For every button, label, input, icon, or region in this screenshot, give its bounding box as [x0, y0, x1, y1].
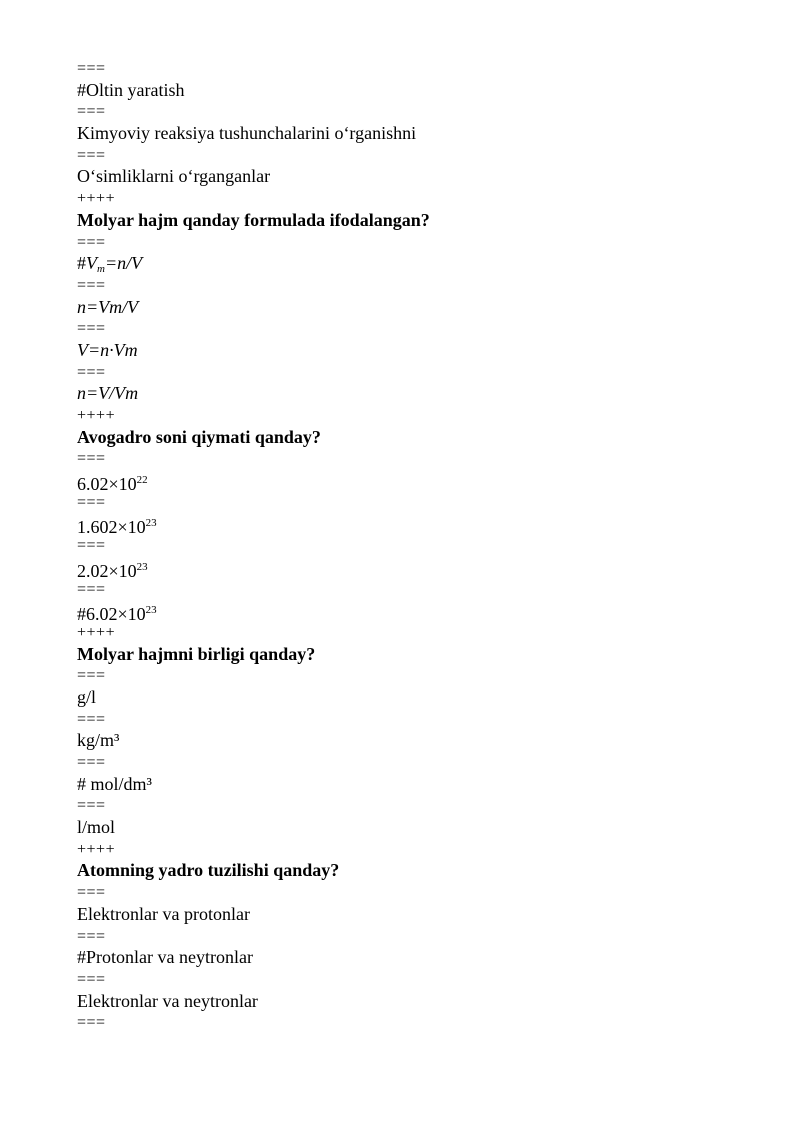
separator-line: === — [77, 103, 106, 121]
formula-part: 23 — [136, 560, 148, 573]
answer-option-formula — [77, 297, 757, 319]
formula-part: V=n·Vm — [77, 339, 138, 360]
question-text: Molyar hajmni birligi qanday? — [77, 643, 316, 664]
formula-part: V — [86, 253, 97, 274]
separator-line: ++++ — [77, 840, 116, 858]
answer-option-formula — [77, 513, 757, 538]
formula-part: 2.02×10 — [77, 560, 137, 581]
question-text: Avogadro soni qiymati qanday? — [77, 426, 321, 447]
answer-option: Kimyoviy reaksiya tushunchalarini o‘rganishni — [77, 123, 417, 144]
separator-line: === — [77, 927, 106, 945]
separator-line: === — [77, 970, 106, 988]
answer-option-formula — [77, 383, 757, 405]
separator-line: === — [77, 710, 106, 728]
separator-line: === — [77, 146, 106, 164]
answer-option: #Oltin yaratish — [77, 79, 185, 100]
answer-option-formula — [77, 253, 757, 275]
formula-part: #6.02×10 — [77, 604, 146, 625]
separator-line: === — [77, 363, 106, 381]
separator-line: === — [77, 320, 106, 338]
answer-option: # mol/dm³ — [77, 773, 152, 794]
separator-line: ++++ — [77, 407, 116, 424]
question-text: Atomning yadro tuzilishi qanday? — [77, 860, 340, 881]
answer-option: O‘simliklarni o‘rganganlar — [77, 166, 271, 187]
separator-line: === — [77, 450, 106, 468]
formula-part: 23 — [145, 604, 157, 617]
answer-option: g/l — [77, 686, 97, 707]
formula-part: n=V/Vm — [77, 383, 139, 404]
separator-line: === — [77, 797, 106, 815]
answer-option-formula — [77, 557, 757, 579]
formula-part: 1.602×10 — [77, 517, 146, 538]
document-page — [77, 58, 757, 1034]
separator-line: === — [77, 233, 106, 251]
formula-part: =n/V — [104, 253, 143, 274]
formula-part: m — [97, 263, 105, 276]
separator-line: === — [77, 754, 106, 771]
separator-line: === — [77, 884, 106, 902]
question-text: Molyar hajm qanday formulada ifodalangan? — [77, 209, 430, 230]
formula-part: # — [77, 253, 86, 274]
formula-part: 6.02×10 — [77, 474, 137, 495]
answer-option: Elektronlar va neytronlar — [77, 990, 258, 1011]
answer-option: Elektronlar va protonlar — [77, 903, 250, 924]
answer-option: l/mol — [77, 817, 116, 838]
separator-line: ++++ — [77, 190, 116, 208]
separator-line: ++++ — [77, 623, 116, 641]
separator-line: === — [77, 1014, 106, 1032]
answer-option-formula — [77, 470, 757, 495]
answer-option: kg/m³ — [77, 730, 120, 751]
separator-line: === — [77, 276, 106, 294]
formula-part: 23 — [145, 517, 157, 530]
answer-option-formula — [77, 600, 757, 625]
separator-line: === — [77, 537, 106, 555]
answer-option-formula — [77, 340, 757, 362]
answer-option: #Protonlar va neytronlar — [77, 947, 253, 968]
separator-line: === — [77, 667, 106, 685]
formula-part: n=Vm/V — [77, 296, 139, 317]
separator-line: === — [77, 493, 106, 511]
separator-line: === — [77, 60, 106, 77]
separator-line: === — [77, 580, 106, 598]
formula-part: 22 — [136, 474, 148, 487]
